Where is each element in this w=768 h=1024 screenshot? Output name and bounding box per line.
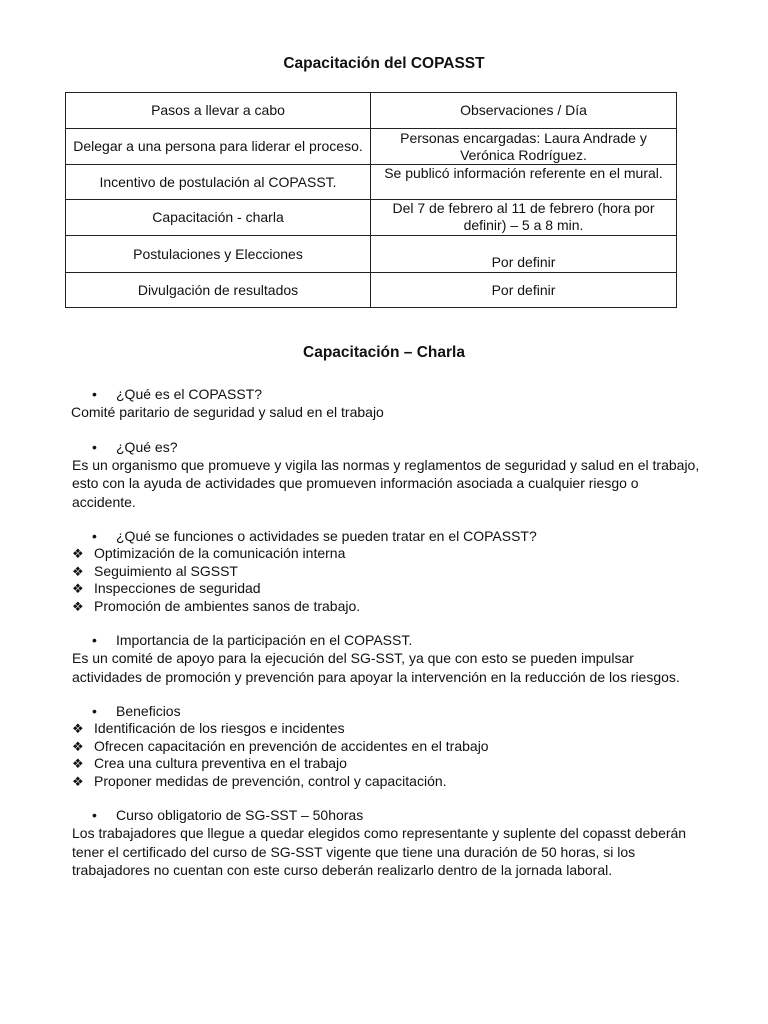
list-item — [72, 755, 702, 773]
section-beneficios — [72, 702, 702, 790]
table-cell: Por definir — [371, 236, 677, 273]
table-row — [66, 165, 677, 200]
diamond-bullet-icon: ❖ — [72, 721, 84, 736]
table-cell: Delegar a una persona para liderar el proceso. — [66, 129, 371, 165]
diamond-bullet-icon: ❖ — [72, 581, 84, 596]
list-item — [72, 720, 702, 738]
bullet-heading — [72, 631, 702, 649]
list-item-text: Identificación de los riesgos e incidentes — [94, 720, 345, 736]
table-header-row — [66, 93, 677, 129]
table-cell: Capacitación - charla — [66, 200, 371, 236]
section-que-es — [72, 438, 702, 512]
bullet-text: Curso obligatorio de SG-SST – 50horas — [116, 807, 364, 823]
list-item — [72, 580, 702, 598]
bullet-dot-icon: • — [92, 703, 97, 719]
list-item-text: Proponer medidas de prevención, control y capacitación. — [94, 772, 447, 789]
section-funciones — [72, 527, 702, 615]
section-title: Capacitación – Charla — [303, 344, 465, 361]
diamond-bullet-icon: ❖ — [72, 598, 84, 614]
bullet-text: Beneficios — [116, 703, 181, 719]
table-header-cell: Observaciones / Día — [371, 93, 677, 129]
table-row — [66, 273, 677, 308]
list-item — [72, 598, 702, 616]
table-row — [66, 236, 677, 273]
paragraph: Es un organismo que promueve y vigila las normas y reglamentos de seguridad y salud en el trabajo, esto con la ayuda de actividades que promueven información asociada a cualquier riesgo o accidente. — [72, 456, 700, 510]
table-cell: Del 7 de febrero al 11 de febrero (hora por definir) – 5 a 8 min. — [371, 200, 677, 236]
bullet-heading — [72, 702, 702, 720]
diamond-bullet-icon: ❖ — [72, 563, 84, 579]
bullet-text: ¿Qué es? — [116, 438, 178, 455]
table-cell: Postulaciones y Elecciones — [66, 236, 371, 273]
section-que-es-copasst — [72, 385, 702, 422]
diamond-bullet-icon: ❖ — [72, 546, 84, 561]
bullet-dot-icon: • — [92, 632, 97, 648]
bullet-text: ¿Qué se funciones o actividades se pueden tratar en el COPASST? — [116, 528, 537, 544]
diamond-bullet-icon: ❖ — [72, 773, 84, 789]
paragraph: Es un comité de apoyo para la ejecución del SG-SST, ya que con esto se pueden impulsar actividades de promoción y prevención para apoyar la intervención en la reducción de los riesgos. — [72, 650, 680, 685]
list-item-text: Promoción de ambientes sanos de trabajo. — [94, 597, 361, 614]
list-item — [72, 738, 702, 756]
table-cell: Divulgación de resultados — [66, 273, 371, 308]
steps-table — [65, 92, 677, 308]
list-item-text: Seguimiento al SGSST — [94, 562, 238, 579]
table-row — [66, 129, 677, 165]
table-cell: Por definir — [371, 273, 677, 308]
paragraph: Comité paritario de seguridad y salud en el trabajo — [71, 404, 384, 420]
bullet-text: Importancia de la participación en el COPASST. — [116, 632, 413, 648]
bullet-heading — [72, 806, 702, 824]
bullet-heading — [72, 385, 702, 403]
list-item — [72, 563, 702, 581]
list-item-text: Optimización de la comunicación interna — [94, 545, 346, 561]
bullet-dot-icon: • — [92, 528, 97, 544]
section-importancia — [72, 631, 702, 686]
table-cell: Incentivo de postulación al COPASST. — [66, 165, 371, 200]
diamond-bullet-icon: ❖ — [72, 738, 84, 754]
section-curso — [72, 806, 702, 880]
bullet-dot-icon: • — [92, 386, 97, 402]
document-title: Capacitación del COPASST — [283, 55, 485, 72]
beneficios-list — [72, 720, 702, 790]
bullet-text: ¿Qué es el COPASST? — [116, 386, 263, 402]
list-item — [72, 773, 702, 791]
bullet-heading — [72, 438, 702, 456]
diamond-bullet-icon: ❖ — [72, 756, 84, 771]
list-item — [72, 545, 702, 563]
table-row — [66, 200, 677, 236]
list-item-text: Crea una cultura preventiva en el trabajo — [94, 755, 347, 771]
bullet-dot-icon: • — [92, 438, 97, 455]
table-cell: Se publicó información referente en el mural. — [371, 165, 677, 200]
funciones-list — [72, 545, 702, 615]
list-item-text: Inspecciones de seguridad — [94, 580, 261, 596]
paragraph: Los trabajadores que llegue a quedar elegidos como representante y suplente del copasst deberán tener el certificado del curso de SG-SST vigente que tiene una duración de 50 horas, si los trabajadores no cuentan con este curso deberán realizarlo dentro de la jornada laboral. — [72, 825, 687, 878]
table-cell: Personas encargadas: Laura Andrade y Verónica Rodríguez. — [371, 129, 677, 165]
table-header-cell: Pasos a llevar a cabo — [66, 93, 371, 129]
charla-content — [72, 385, 702, 896]
bullet-heading — [72, 527, 702, 545]
bullet-dot-icon: • — [92, 807, 97, 823]
list-item-text: Ofrecen capacitación en prevención de accidentes en el trabajo — [94, 737, 489, 754]
